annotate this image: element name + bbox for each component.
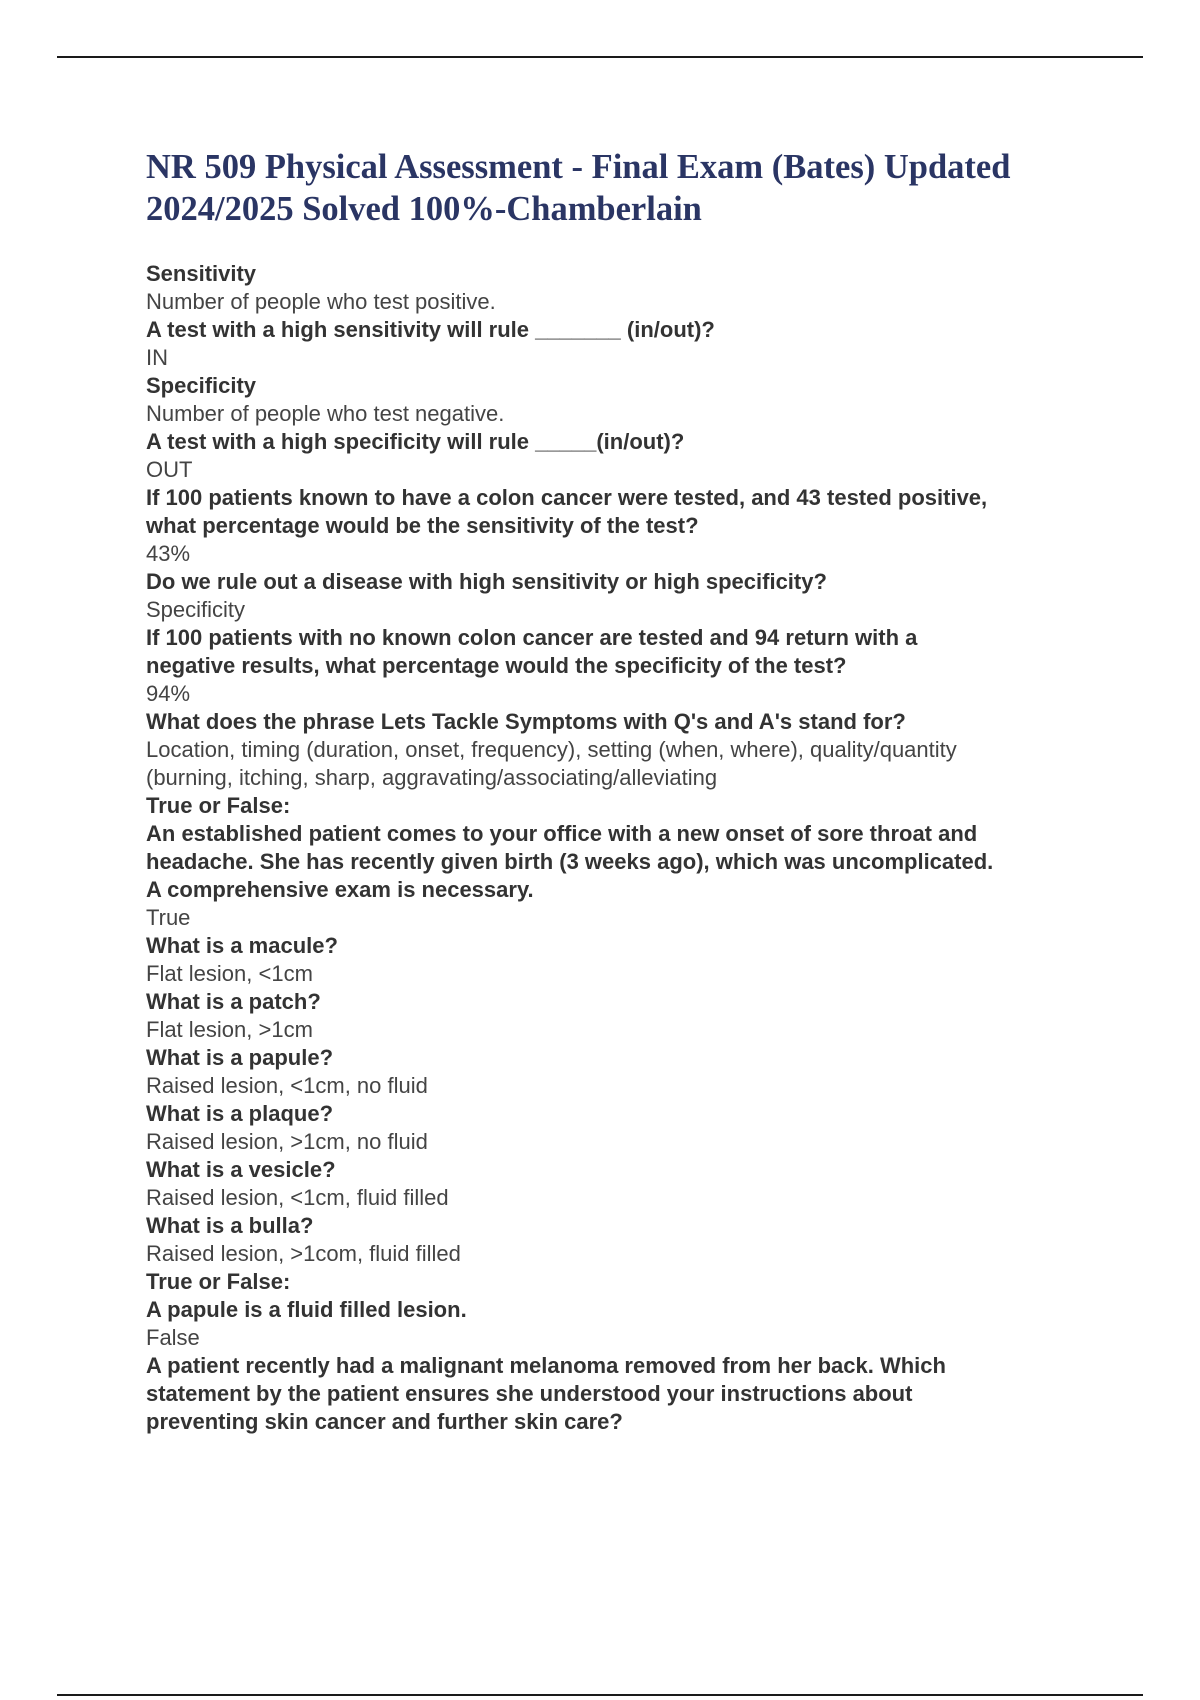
question — [146, 708, 1106, 736]
question-line: True or False: — [146, 793, 291, 818]
top-divider — [57, 56, 1143, 58]
question — [146, 932, 1106, 960]
question-line: An established patient comes to your office with a new onset of sore throat and — [146, 821, 978, 846]
question-line: What is a bulla? — [146, 1213, 314, 1238]
question-line: A test with a high specificity will rule _____(in/out)? — [146, 429, 685, 454]
question-line: A test with a high sensitivity will rule _______ (in/out)? — [146, 317, 715, 342]
question-line: negative results, what percentage would the specificity of the test? — [146, 653, 847, 678]
question — [146, 260, 1106, 288]
question-line: preventing skin cancer and further skin care? — [146, 1409, 623, 1434]
answer — [146, 736, 1106, 792]
answer-line: Number of people who test negative. — [146, 401, 505, 426]
question-line: headache. She has recently given birth (3 weeks ago), which was uncomplicated. — [146, 849, 994, 874]
answer-line: True — [146, 905, 191, 930]
answer-line: Raised lesion, <1cm, no fluid — [146, 1073, 428, 1098]
question — [146, 1352, 1106, 1436]
answer-line: IN — [146, 345, 168, 370]
title-line-2: 2024/2025 Solved 100%-Chamberlain — [146, 190, 702, 228]
question-line: Sensitivity — [146, 261, 257, 286]
question-line: What does the phrase Lets Tackle Symptoms with Q's and A's stand for? — [146, 709, 906, 734]
question — [146, 792, 1106, 904]
question-line: Specificity — [146, 373, 257, 398]
question-line: True or False: — [146, 1269, 291, 1294]
question-line: What is a plaque? — [146, 1101, 334, 1126]
question-line: What is a patch? — [146, 989, 321, 1014]
answer — [146, 540, 1106, 568]
answer-line: False — [146, 1325, 200, 1350]
title-line-1: NR 509 Physical Assessment - Final Exam (Bates) Updated — [146, 148, 1011, 186]
answer-line: OUT — [146, 457, 193, 482]
answer — [146, 400, 1106, 428]
question — [146, 316, 1106, 344]
question — [146, 1212, 1106, 1240]
answer-line: Number of people who test positive. — [146, 289, 496, 314]
answer-line: 94% — [146, 681, 191, 706]
bottom-divider — [57, 1694, 1143, 1696]
question — [146, 624, 1106, 680]
question — [146, 428, 1106, 456]
answer-line: Specificity — [146, 597, 246, 622]
answer-line: Flat lesion, >1cm — [146, 1017, 313, 1042]
answer-line: Raised lesion, >1cm, no fluid — [146, 1129, 428, 1154]
document-title — [146, 146, 1106, 230]
answer-line: Location, timing (duration, onset, frequency), setting (when, where), quality/quantity — [146, 737, 957, 762]
question — [146, 1044, 1106, 1072]
qa-list — [146, 260, 1106, 1436]
answer — [146, 904, 1106, 932]
answer — [146, 1128, 1106, 1156]
document-body — [146, 146, 1106, 1436]
question-line: What is a macule? — [146, 933, 338, 958]
answer — [146, 680, 1106, 708]
question — [146, 1156, 1106, 1184]
answer-line: Raised lesion, >1com, fluid filled — [146, 1241, 461, 1266]
question-line: A comprehensive exam is necessary. — [146, 877, 534, 902]
answer-line: Flat lesion, <1cm — [146, 961, 313, 986]
answer — [146, 344, 1106, 372]
question-line: What is a vesicle? — [146, 1157, 336, 1182]
answer — [146, 596, 1106, 624]
answer — [146, 456, 1106, 484]
answer — [146, 1184, 1106, 1212]
answer — [146, 1324, 1106, 1352]
question-line: If 100 patients known to have a colon cancer were tested, and 43 tested positive, — [146, 485, 988, 510]
answer — [146, 1240, 1106, 1268]
question-line: If 100 patients with no known colon cancer are tested and 94 return with a — [146, 625, 918, 650]
answer-line: 43% — [146, 541, 191, 566]
question — [146, 484, 1106, 540]
question-line: Do we rule out a disease with high sensitivity or high specificity? — [146, 569, 827, 594]
question-line: A papule is a fluid filled lesion. — [146, 1297, 467, 1322]
answer-line: Raised lesion, <1cm, fluid filled — [146, 1185, 449, 1210]
answer — [146, 960, 1106, 988]
question — [146, 568, 1106, 596]
question-line: statement by the patient ensures she understood your instructions about — [146, 1381, 913, 1406]
answer — [146, 1016, 1106, 1044]
answer-line: (burning, itching, sharp, aggravating/associating/alleviating — [146, 765, 718, 790]
question-line: What is a papule? — [146, 1045, 334, 1070]
answer — [146, 1072, 1106, 1100]
question-line: what percentage would be the sensitivity of the test? — [146, 513, 699, 538]
question — [146, 988, 1106, 1016]
question-line: A patient recently had a malignant melanoma removed from her back. Which — [146, 1353, 946, 1378]
question — [146, 372, 1106, 400]
answer — [146, 288, 1106, 316]
question — [146, 1100, 1106, 1128]
question — [146, 1268, 1106, 1324]
